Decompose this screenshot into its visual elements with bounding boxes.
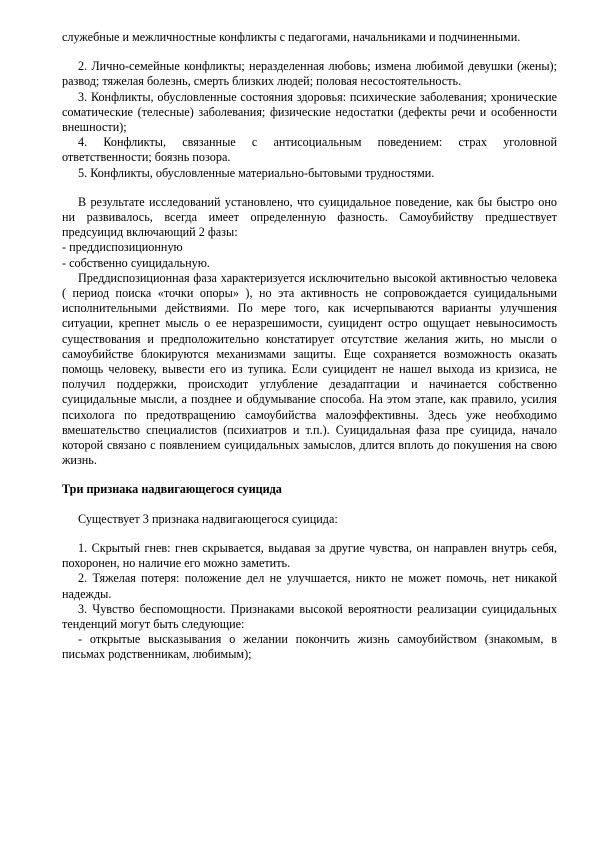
paragraph-conflicts-intro: служебные и межличностные конфликты с педагогами, начальниками и подчиненными. [62,30,521,44]
paragraph-personal-conflicts: 2. Лично-семейные конфликты; неразделенная любовь; измена любимой девушки (жены); развод; тяжелая болезнь, смерть близких людей; половая несостоятельность. [62,59,557,89]
paragraph-predisposition-phase: Преддиспозиционная фаза характеризуется исключительно высокой активностью человека ( период поиска «точки опоры» ), но эта активность не сопровождается суицидальными исполнительными действиями. По мере того, как исчерпываются варианты улучшения ситуации, крепнет мысль о ее неразрешимости, суицидент остро ощущает невыносимость существования и предположительно констатирует отсутствие желания жить, но мысли о самоубийстве блокируются механизмами защиты. Еще сохраняется возможность оказать помощь человеку, вывести его из тупика. Если суицидент не нашел выхода из кризиса, не получил поддержки, происходит углубление дезадаптации и начинается собственно суицидальные мысли, а позднее и обдумывание способа. На этом этапе, как правило, усилия психолога по предотвращению самоубийства малоэффективны. Здесь уже необходимо вмешательство специалистов (психиатров и т.п.). Суицидальная фаза пре суицида, начало которой связано с появлением суицидальных замыслов, длится вплоть до покушения на свою жизнь. [62,270,557,468]
paragraph-helplessness: 3. Чувство беспомощности. Признаками высокой вероятности реализации суицидальных тенденций могут быть следующие: [62,601,557,631]
paragraph-hidden-anger: 1. Скрытый гнев: гнев скрывается, выдавая за другие чувства, он направлен внутрь себя, похоронен, но наличие его можно заметить. [62,540,557,571]
paragraph-heavy-loss: 2. Тяжелая потеря: положение дел не улучшается, никто не может помочь, нет никакой надежды. [62,571,557,601]
document-page [62,30,557,663]
paragraph-open-statements: - открытые высказывания о желании покончить жизнь самоубийством (знакомым, в письмах родственникам, любимым); [62,632,557,662]
section-heading: Три признака надвигающегося суицида [62,482,282,497]
list-item-predisposition: - преддиспозиционную [62,240,183,255]
paragraph-three-signs: Существует 3 признака надвигающегося суицида: [78,511,338,526]
paragraph-health-conflicts: 3. Конфликты, обусловленные состояния здоровья: психические заболевания; хронические соматические (телесные) заболевания; физические недостатки (дефекты речи и особенности внешности); [62,89,557,135]
paragraph-research-results: В результате исследований установлено, что суицидальное поведение, как бы быстро оно ни развивалось, всегда имеет определенную фазность. Самоубийству предшествует предсуицид включающий 2 фазы: [62,194,557,240]
paragraph-antisocial-conflicts: 4. Конфликты, связанные с антисоциальным поведением: страх уголовной ответственности; боязнь позора. [62,135,557,165]
paragraph-material-conflicts: 5. Конфликты, обусловленные материально-бытовыми трудностями. [78,165,435,180]
list-item-suicidal: - собственно суицидальную. [62,255,210,270]
